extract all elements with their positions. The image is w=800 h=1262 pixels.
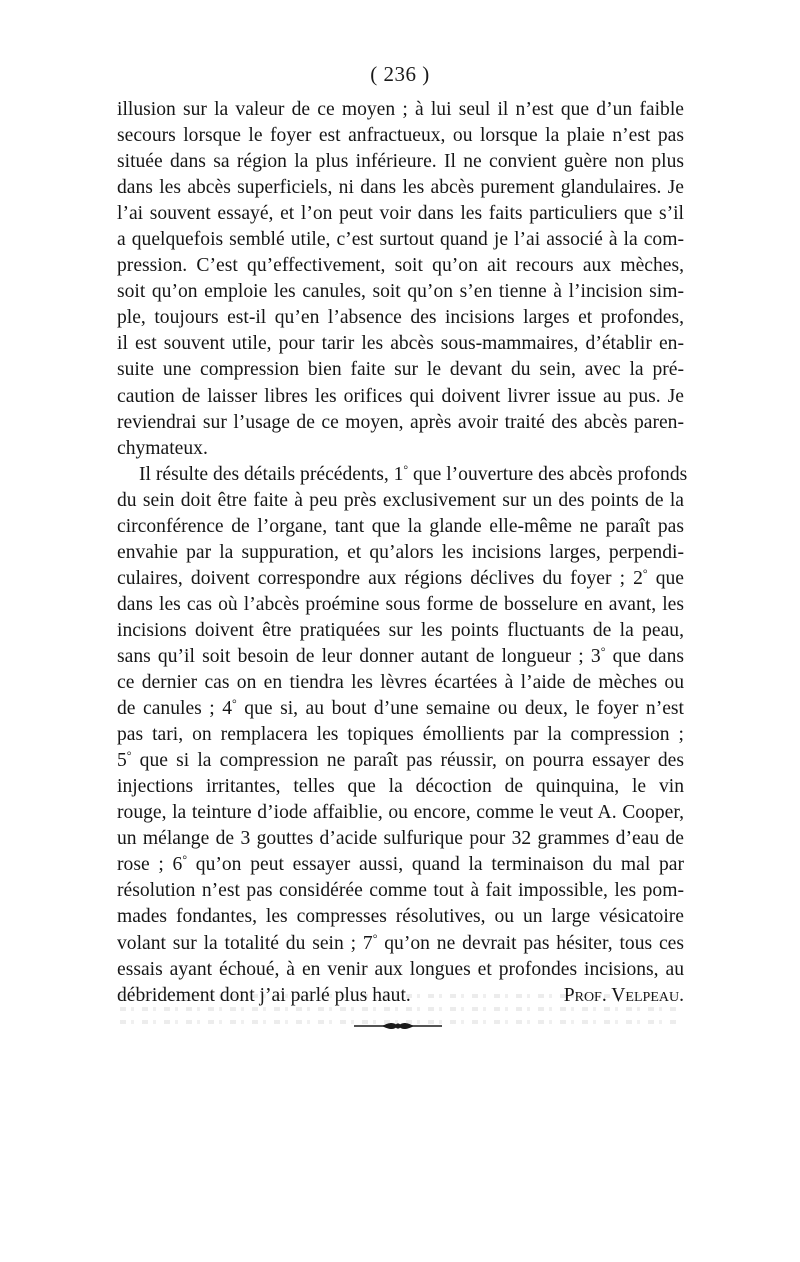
- text-line: un mélange de 3 gouttes d’acide sulfurique pour 32 grammes d’eau de: [117, 828, 684, 850]
- text-line: pas tari, on remplacera les topiques émollients par la compression ;: [117, 724, 684, 746]
- text-line: volant sur la totalité du sein ; 7° qu’on ne devrait pas hésiter, tous ces: [117, 932, 684, 954]
- body-text: [117, 97, 688, 1009]
- text-line: reviendrai sur l’usage de ce moyen, après avoir traité des abcès paren-: [117, 411, 684, 433]
- text-line: envahie par la suppuration, et qu’alors les incisions larges, perpendi-: [117, 541, 684, 563]
- text-line: sans qu’il soit besoin de leur donner autant de longueur ; 3° que dans: [117, 645, 684, 667]
- text-line: illusion sur la valeur de ce moyen ; à lui seul il n’est que d’un faible: [117, 99, 684, 120]
- text-line: culaires, doivent correspondre aux régions déclives du foyer ; 2° que: [117, 567, 684, 589]
- paragraph-start-line: Il résulte des détails précédents, 1° que l’ouverture des abcès profonds: [139, 463, 688, 485]
- text-line: suite une compression bien faite sur le devant du sein, avec la pré-: [117, 359, 684, 381]
- text-line: rouge, la teinture d’iode affaiblie, ou encore, comme le veut A. Cooper,: [117, 802, 684, 824]
- text-line: dans les abcès superficiels, ni dans les abcès purement glandulaires. Je: [117, 177, 684, 199]
- text-line: mades fondantes, les compresses résolutives, ou un large vésicatoire: [117, 906, 684, 928]
- text-line: rose ; 6° qu’on peut essayer aussi, quand la terminaison du mal par: [117, 853, 685, 876]
- text-line: soit qu’on emploie les canules, soit qu’on s’en tienne à l’incision sim-: [117, 281, 684, 303]
- text-line: ce dernier cas on en tiendra les lèvres écartées à l’aide de mèches ou: [117, 672, 684, 694]
- text-line: incisions doivent être pratiquées sur les points fluctuants de la peau,: [117, 619, 684, 641]
- text-line: l’ai souvent essayé, et l’on peut voir dans les faits particuliers que s’il: [117, 203, 684, 225]
- end-ornament: [352, 1021, 444, 1031]
- text-line: il est souvent utile, pour tarir les abcès sous-mammaires, d’établir en-: [117, 333, 684, 355]
- text-line: dans les cas où l’abcès proémine sous forme de bosselure en avant, les: [117, 593, 684, 615]
- closing-line-text: débridement dont j’ai parlé plus haut.: [117, 984, 411, 1006]
- page-number: ( 236 ): [370, 62, 430, 86]
- text-line: a quelquefois semblé utile, c’est surtout quand je l’ai associé à la com-: [117, 229, 684, 251]
- author-signature: Prof. Velpeau.: [563, 984, 684, 1006]
- paragraph-end-line: chymateux.: [117, 437, 208, 459]
- text-line: de canules ; 4° que si, au bout d’une semaine ou deux, le foyer n’est: [117, 697, 684, 720]
- closing-line: [117, 983, 684, 1009]
- text-line: circonférence de l’organe, tant que la glande elle-même ne paraît pas: [117, 515, 684, 537]
- text-line: pression. C’est qu’effectivement, soit qu’on ait recours aux mèches,: [117, 255, 684, 277]
- text-line: essais ayant échoué, à en venir aux longues et profondes incisions, au: [117, 958, 684, 980]
- text-line: 5° que si la compression ne paraît pas réussir, on pourra essayer des: [117, 749, 684, 772]
- text-line: caution de laisser libres les orifices qui doivent livrer issue au pus. Je: [117, 385, 684, 407]
- text-line: secours lorsque le foyer est anfractueux, ou lorsque la plaie n’est pas: [117, 125, 684, 147]
- text-line: résolution n’est pas considérée comme tout à fait impossible, les pom-: [117, 880, 684, 902]
- text-line: du sein doit être faite à peu près exclusivement sur un des points de la: [117, 489, 684, 511]
- text-line: injections irritantes, telles que la décoction de quinquina, le vin: [117, 776, 684, 798]
- text-line: ple, toujours est-il qu’en l’absence des incisions larges et profondes,: [117, 307, 684, 329]
- text-line: située dans sa région la plus inférieure. Il ne convient guère non plus: [117, 151, 684, 173]
